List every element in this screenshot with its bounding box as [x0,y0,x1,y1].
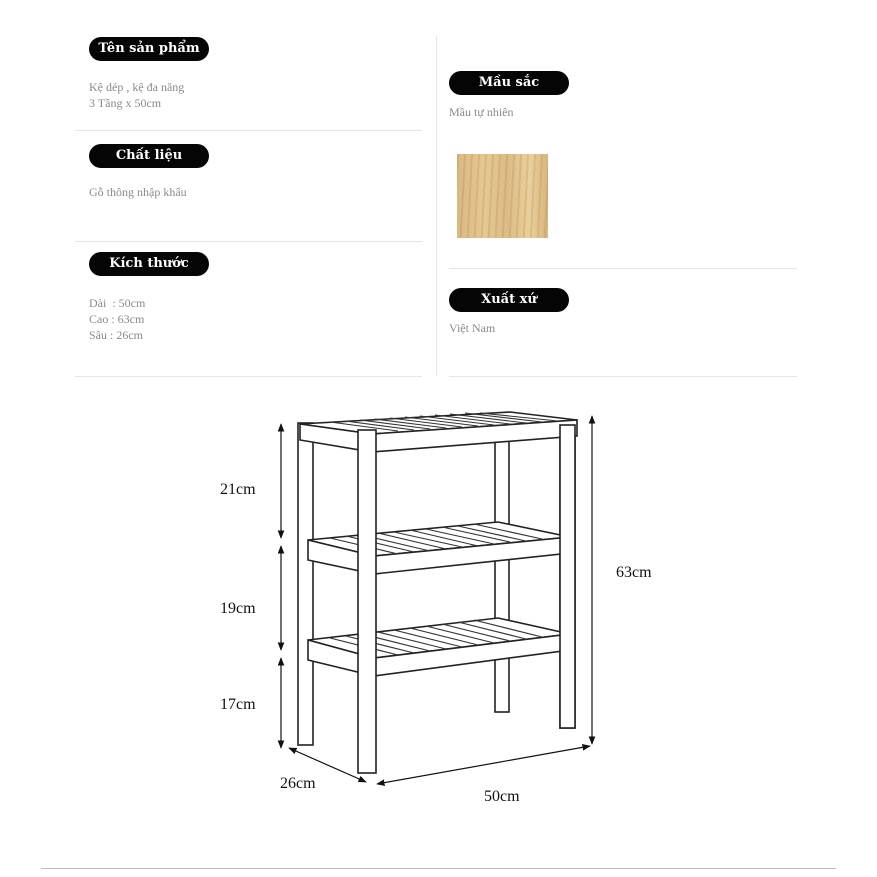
width-label: 50cm [484,788,520,805]
origin-value: Việt Nam [449,321,496,335]
origin-heading: Xuất xứ [449,288,569,312]
front-left-leg [358,430,376,773]
total-height-label: 63cm [616,564,652,581]
width-arrow [377,746,590,784]
product-name-heading: Tên sản phẩm [89,37,209,61]
color-value: Mầu tự nhiên [449,105,514,119]
color-heading: Mầu sắc [449,71,569,95]
product-name-line-1: Kệ dép , kệ đa năng [89,80,185,94]
front-right-leg [560,425,575,728]
back-right-leg [495,440,509,712]
depth-label: 26cm [280,775,316,792]
height-bottom-label: 17cm [220,696,256,713]
material-value: Gỗ thông nhập khẩu [89,185,187,199]
size-depth: Sâu : 26cm [89,328,143,342]
size-length: Dài : 50cm [89,296,146,310]
top-shelf [300,412,577,452]
middle-shelf [308,522,570,574]
height-middle-label: 19cm [220,600,256,617]
size-heading: Kích thước [89,252,209,276]
bottom-shelf [308,618,570,676]
bottom-divider [41,868,836,869]
size-height: Cao : 63cm [89,312,145,326]
height-top-label: 21cm [220,481,256,498]
product-name-line-2: 3 Tầng x 50cm [89,96,162,110]
material-heading: Chất liệu [89,144,209,168]
back-left-leg [298,423,313,745]
